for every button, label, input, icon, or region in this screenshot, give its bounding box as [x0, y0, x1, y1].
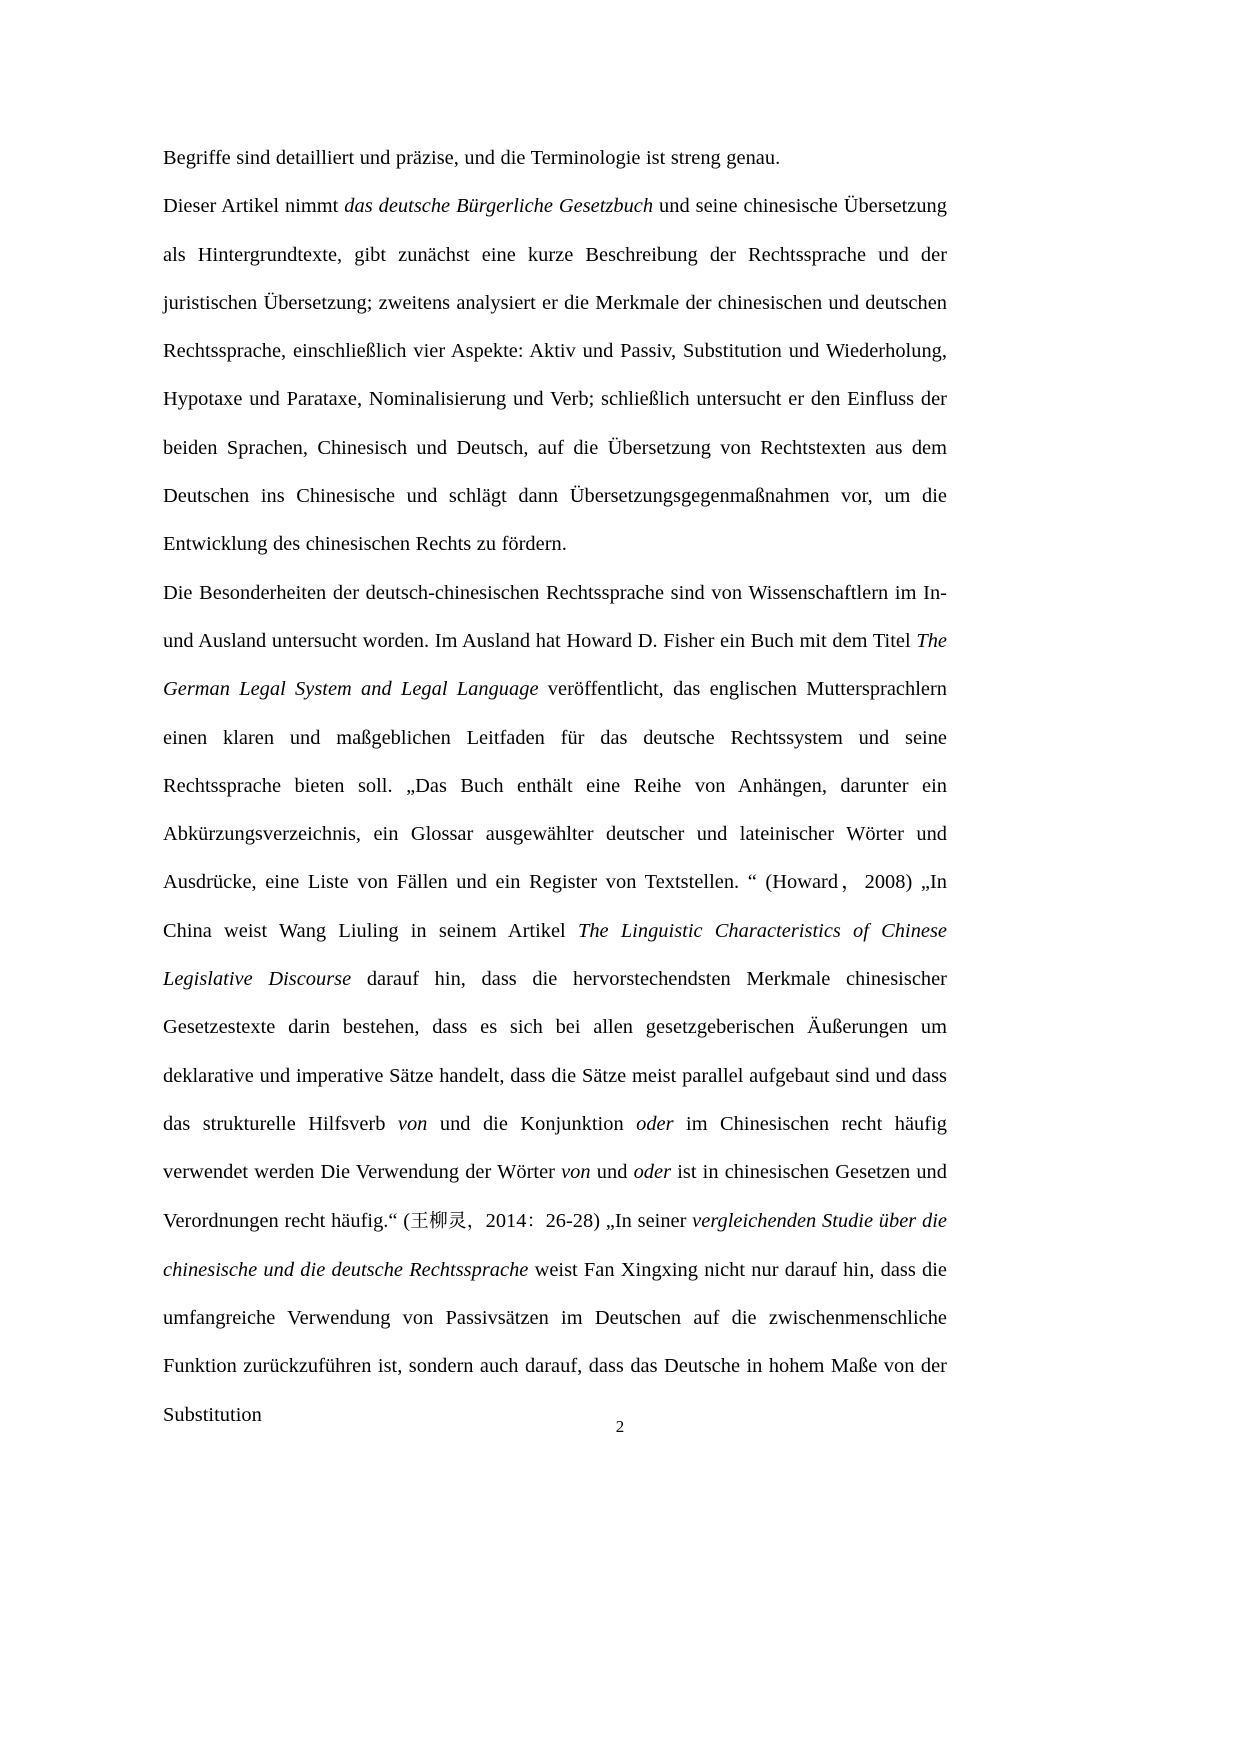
paragraph-3-word-oder-1: oder	[636, 1112, 674, 1135]
paragraph-3-citation-author-cjk: 王柳灵，	[410, 1210, 486, 1232]
paragraph-3-segment-12: ist in chinesischen Gesetzen und Verordnungen recht häufig.“ (	[163, 1161, 947, 1232]
paragraph-2	[163, 182, 947, 568]
paragraph-3-word-von-2: von	[561, 1161, 591, 1184]
page-number: 2	[615, 1417, 625, 1436]
paragraph-3-segment-2: veröffentlicht, das englischen Muttersprachlern einen klaren und maßgeblichen Leitfaden für das deutsche Rechtssystem und seine Rechtssprache bieten soll. „Das Buch enthält eine Reihe von Anhängen, darunter ein Abkürzungsverzeichnis, ein Glossar ausgewählter deutscher und lateinischer Wörter und Ausdrücke, eine Liste von Fällen und ein Register von Textstellen. “ (Howard，2008) „In China weist Wang Liuling in seinem Artikel	[163, 678, 947, 942]
paragraph-3-segment-0: Die Besonderheiten der deutsch-chinesischen Rechtssprache sind von Wissenschaftlern im In- und Ausland untersucht worden. Im Ausland hat Howard D. Fisher ein Buch mit dem Titel	[163, 581, 947, 652]
paragraph-3-citation-colon-cjk: ：	[526, 1210, 546, 1232]
paragraph-3	[163, 569, 947, 1439]
paragraph-3-segment-8: im Chinesischen recht häufig verwendet werden Die Verwendung der Wörter	[163, 1112, 947, 1184]
paragraph-3-segment-10: und	[590, 1161, 634, 1184]
paragraph-3-segment-18: weist Fan Xingxing nicht nur darauf hin, dass die umfangreiche Verwendung von Passivsätzen im Deutschen auf die zwischenmenschliche Funktion zurückzuführen ist, sondern auch darauf, dass das Deutsche in hohem Maße von der Substitution	[163, 1258, 947, 1426]
paragraph-3-segment-16: 26-28) „In seiner	[545, 1209, 693, 1232]
paragraph-2-segment-2: und seine chinesische Übersetzung als Hintergrundtexte, gibt zunächst eine kurze Beschreibung der Rechtssprache und der juristischen Übersetzung; zweitens analysiert er die Merkmale der chinesischen und deutschen Rechtssprache, einschließlich vier Aspekte: Aktiv und Passiv, Substitution und Wiederholung, Hypotaxe und Parataxe, Nominalisierung und Verb; schließlich untersucht er den Einfluss der beiden Sprachen, Chinesisch und Deutsch, auf die Übersetzung von Rechtstexten aus dem Deutschen ins Chinesische und schlägt dann Übersetzungsgegenmaßnahmen vor, um die Entwicklung des chinesischen Rechts zu fördern.	[163, 195, 947, 556]
text-column	[163, 134, 947, 1439]
paragraph-3-title-german-legal-system: The German Legal System and Legal Language	[163, 629, 947, 701]
paragraph-3-citation-year: 2014	[485, 1209, 527, 1232]
paragraph-1	[163, 134, 947, 182]
paragraph-3-segment-6: und die Konjunktion	[427, 1112, 637, 1135]
paragraph-1-segment-0: Begriffe sind detailliert und präzise, und die Terminologie ist streng genau.	[163, 147, 781, 169]
paragraph-3-title-linguistic-characteristics: The Linguistic Characteristics of Chinese Legislative Discourse	[163, 919, 948, 991]
paragraph-3-segment-4: darauf hin, dass die hervorstechendsten Merkmale chinesischer Gesetzestexte darin bestehen, dass es sich bei allen gesetzgeberischen Äußerungen um deklarative und imperative Sätze handelt, dass die Sätze meist parallel aufgebaut sind und dass das strukturelle Hilfsverb	[163, 968, 947, 1135]
paragraph-3-title-vergleichende-studie: vergleichenden Studie über die chinesische und die deutsche Rechtssprache	[163, 1209, 947, 1281]
paragraph-3-word-oder-2: oder	[633, 1161, 672, 1184]
paragraph-2-title-bgb: das deutsche Bürgerliche Gesetzbuch	[344, 195, 654, 218]
paragraph-3-word-von-1: von	[397, 1112, 428, 1135]
paragraph-2-segment-0: Dieser Artikel nimmt	[163, 195, 345, 218]
